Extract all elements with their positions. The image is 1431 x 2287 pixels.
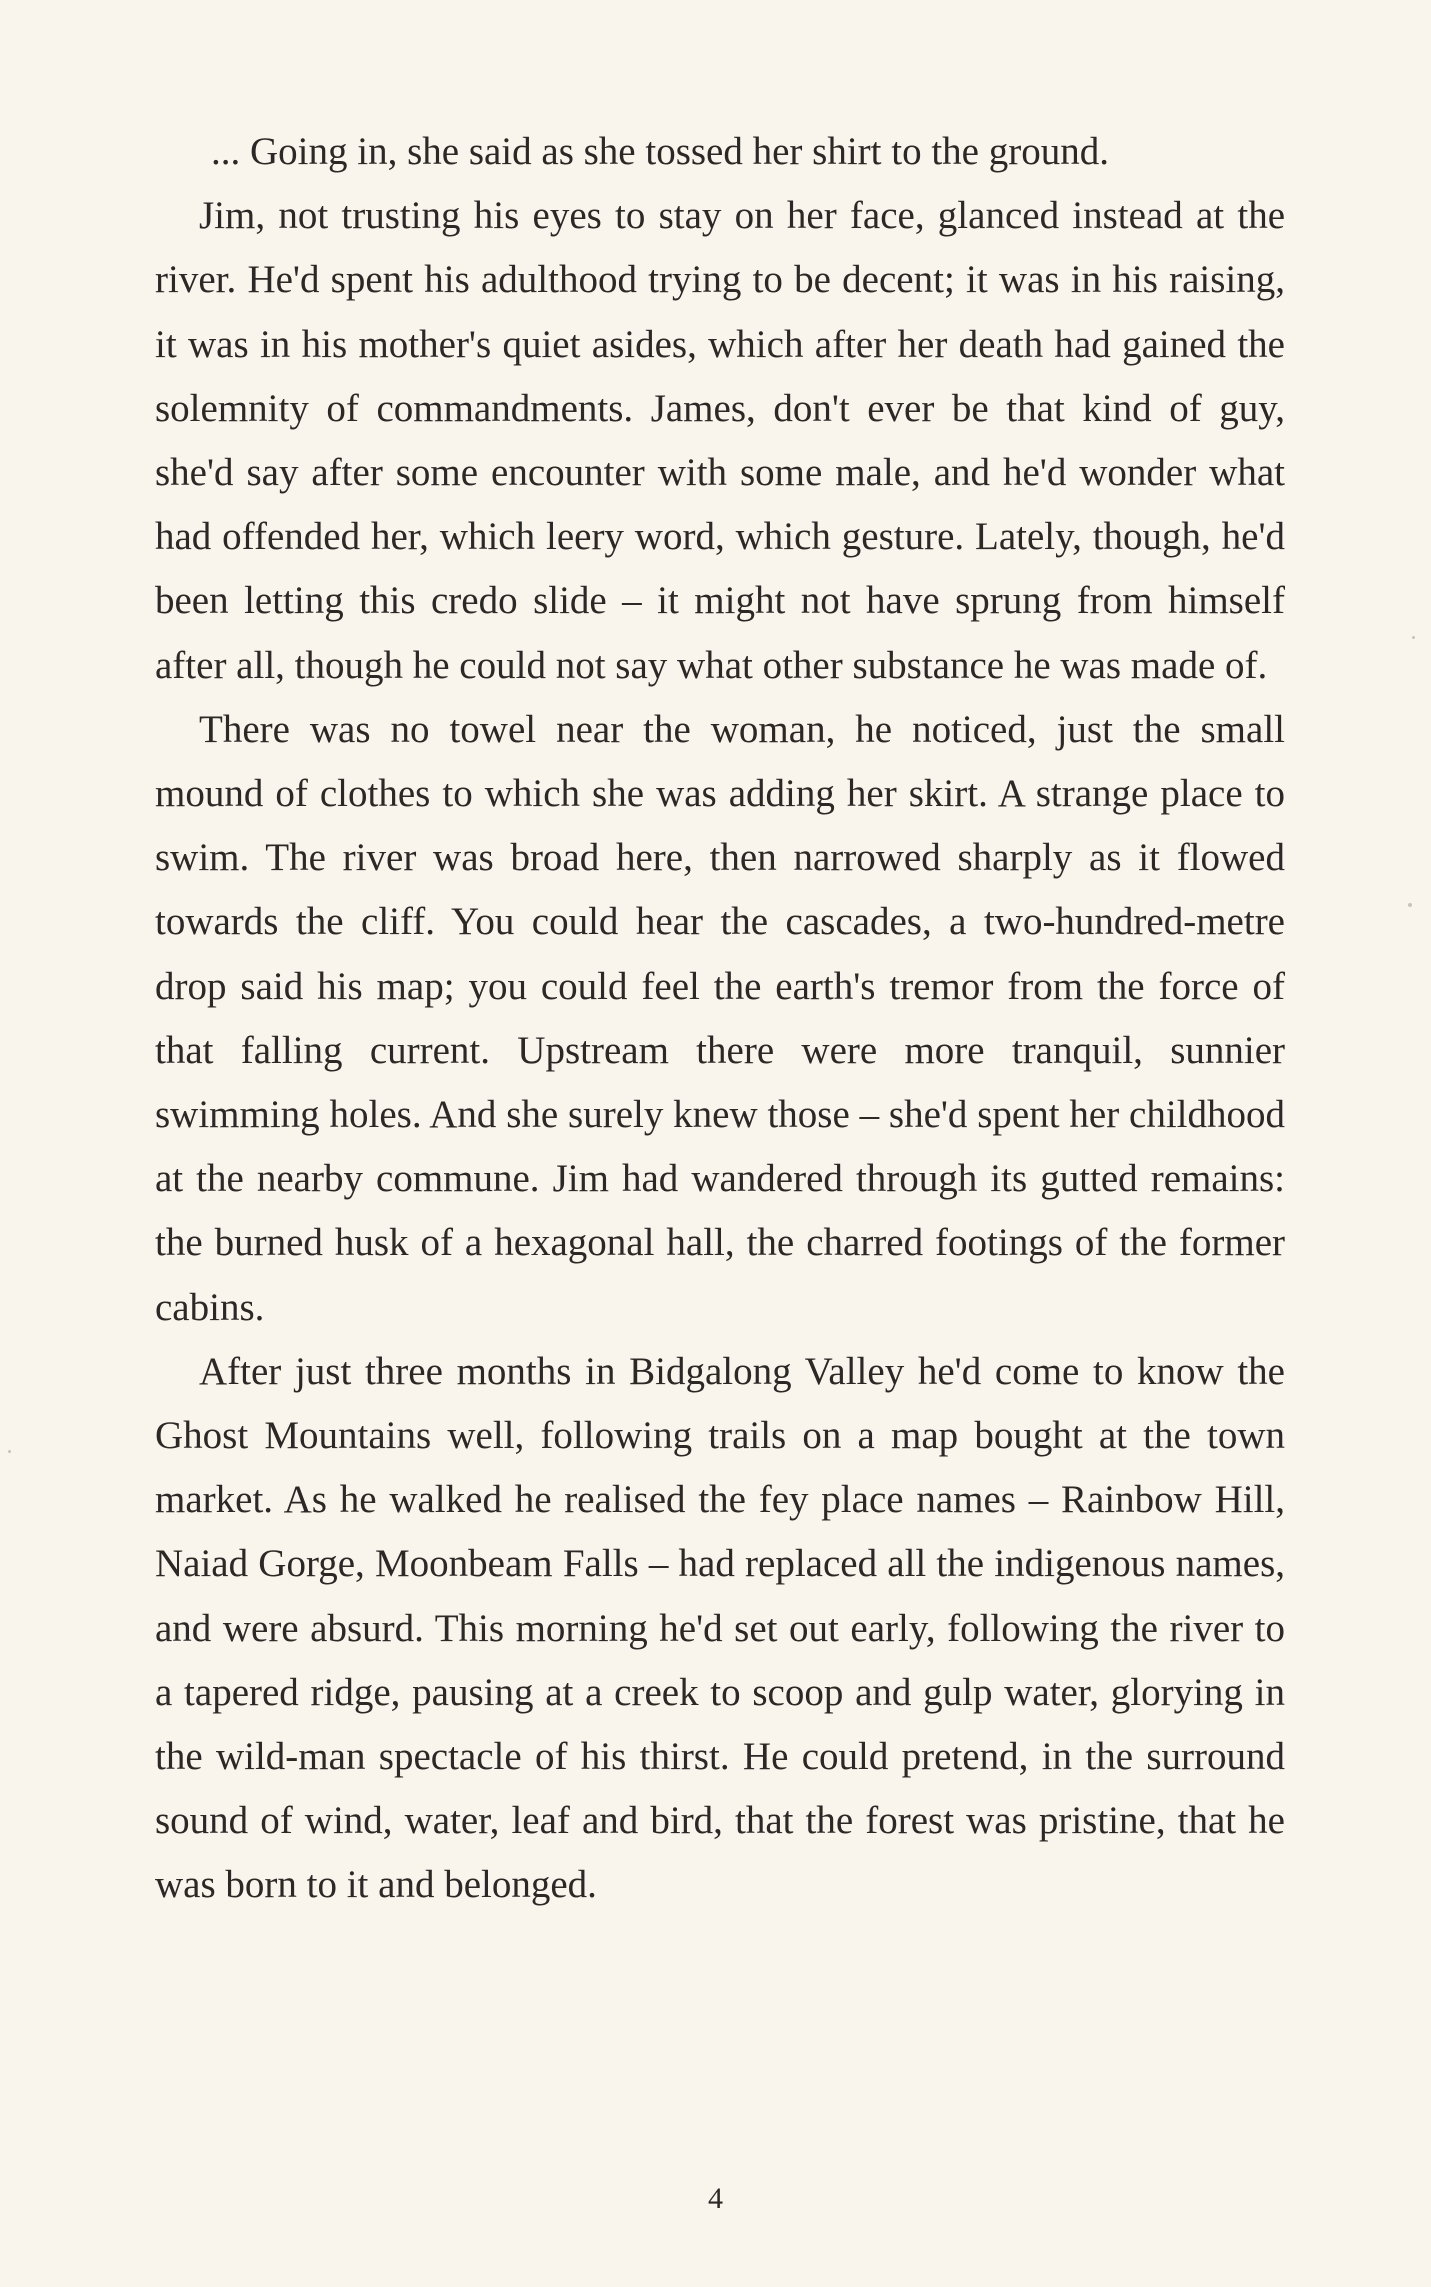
paragraph-1: ... Going in, she said as she tossed her shirt to the ground. xyxy=(211,130,1109,173)
paper-speck xyxy=(1412,636,1415,639)
paragraph-2: Jim, not trusting his eyes to stay on her face, glanced instead at the river. He'd spent his adulthood trying to be decent; it was in his raising, it was in his mother's quiet asides, which after her death had gained the solemnity of commandments. James, don't ever be that kind of guy, she'd say after some encounter with some male, and he'd wonder what had offended her, which leery word, which gesture. Lately, though, he'd been letting this credo slide – it might not have sprung from himself after all, though he could not say what other substance he was made of. xyxy=(155,194,1285,687)
page-number: 4 xyxy=(708,2182,723,2215)
paper-speck xyxy=(8,1450,11,1453)
paragraph-3: There was no towel near the woman, he noticed, just the small mound of clothes to which she was adding her skirt. A strange place to swim. The river was broad here, then narrowed sharply as it flowed towards the cliff. You could hear the cascades, a two-hundred-metre drop said his map; you could feel the earth's tremor from the force of that falling current. Upstream there were more tranquil, sunnier swimming holes. And she surely knew those – she'd spent her childhood at the nearby commune. Jim had wandered through its gutted remains: the burned husk of a hexagonal hall, the charred footings of the former cabins. xyxy=(155,707,1285,1329)
body-text xyxy=(155,120,1285,1918)
paper-speck xyxy=(1408,903,1412,907)
paragraph-4: After just three months in Bidgalong Valley he'd come to know the Ghost Mountains well, following trails on a map bought at the town market. As he walked he realised the fey place names – Rainbow Hill, Naiad Gorge, Moonbeam Falls – had replaced all the indigenous names, and were absurd. This morning he'd set out early, following the river to a tapered ridge, pausing at a creek to scoop and gulp water, glorying in the wild-man spectacle of his thirst. He could pretend, in the surround sound of wind, water, leaf and bird, that the forest was pristine, that he was born to it and belonged. xyxy=(155,1349,1285,1907)
